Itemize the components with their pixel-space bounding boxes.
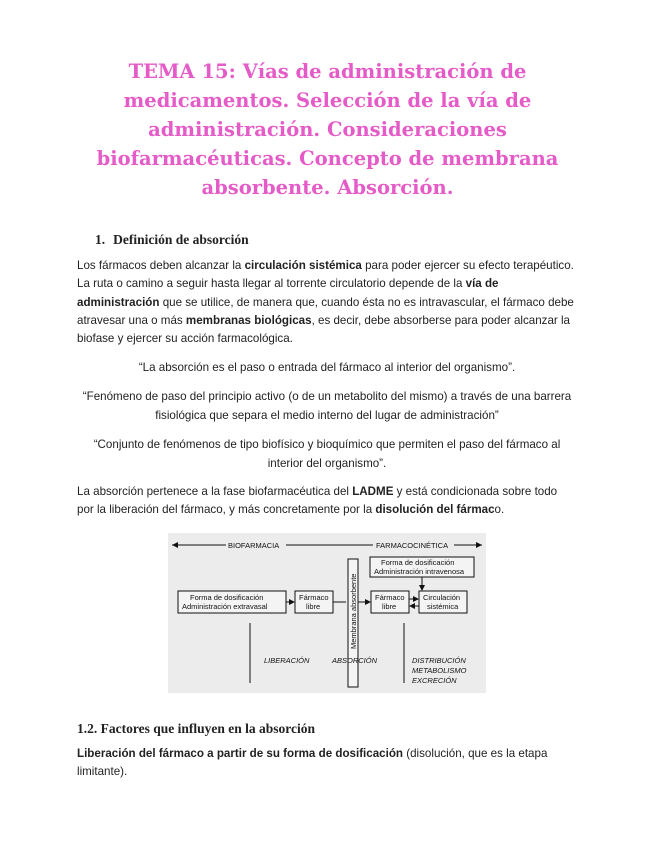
text-run: o.	[494, 503, 505, 517]
paragraph-definicion	[77, 257, 577, 348]
text-run: que se utilice, de manera que, cuando ésta no es intravascular, el fármaco debe atravesar una o más	[77, 295, 574, 327]
label-metabolismo: METABOLISMO	[412, 666, 467, 675]
paragraph-factores	[77, 745, 577, 782]
label-absorcion: ABSORCIÓN	[332, 656, 378, 665]
arrowhead	[476, 542, 482, 548]
bold-term: Liberación del fármaco a partir de su forma de dosificación	[77, 747, 404, 760]
quote-1: “La absorción es el paso o entrada del fármaco al interior del organismo”.	[138, 361, 516, 374]
text-run: Los fármacos deben alcanzar la	[77, 259, 245, 272]
quote-3: “Conjunto de fenómenos de tipo biofísico y bioquímico que permiten el paso del fármaco al interior del organismo”.	[93, 438, 561, 470]
section-number: 1.	[95, 232, 106, 247]
arrowhead	[289, 599, 295, 605]
label-distribucion: DISTRIBUCIÓN	[412, 656, 466, 665]
bold-term: circulación sistémica	[244, 259, 362, 272]
farmaco2-line1: Fármaco	[375, 593, 405, 602]
arrowhead	[419, 585, 425, 591]
iv-line1: Forma de dosificación	[381, 558, 455, 567]
forma-line1: Forma de dosificación	[190, 593, 264, 602]
farmaco1-line1: Fármaco	[299, 593, 329, 602]
arrowhead	[365, 599, 371, 605]
iv-line2: Administración intravenosa	[374, 567, 465, 576]
circ-line1: Circulación	[423, 593, 461, 602]
label-farmacocinetica: FARMACOCINÉTICA	[376, 541, 449, 550]
text-run: , es decir, debe absorberse para poder alcanzar la biofase y ejercer su acción farmacológica.	[77, 313, 571, 346]
farmaco2-line2: libre	[382, 602, 397, 611]
label-membrana: Membrana absorbente	[349, 573, 358, 649]
label-liberacion: LIBERACIÓN	[264, 656, 310, 665]
bold-term: disolución del fármac	[375, 503, 495, 517]
text-run: para poder ejercer su efecto terapéutico. La ruta o camino a seguir hasta llegar al torrente circulatorio depende de la	[77, 259, 574, 291]
arrowhead	[413, 596, 419, 602]
arrowhead	[409, 603, 415, 609]
circ-line2: sistémica	[427, 602, 459, 611]
bold-term: LADME	[352, 485, 394, 498]
label-biofarmacia: BIOFARMACIA	[228, 541, 280, 550]
bold-term: vía de administración	[77, 277, 499, 309]
quote-2: “Fenómeno de paso del principio activo (o de un metabolito del mismo) a través de una barrera fisiológica que separa el medio interno del lugar de administración”	[82, 390, 572, 422]
page-title: TEMA 15: Vías de administración de medicamentos. Selección de la vía de administración. Consideraciones biofarmacéuticas. Concepto de membrana absorbente. Absorción.	[96, 60, 559, 199]
ladme-diagram	[168, 533, 486, 693]
section-heading-definicion	[95, 232, 249, 248]
paragraph-ladme	[77, 483, 577, 520]
section-title: Definición de absorción	[113, 232, 249, 247]
label-excrecion: EXCRECIÓN	[412, 676, 457, 685]
forma-line2: Administración extravasal	[182, 602, 268, 611]
bold-term: membranas biológicas	[185, 313, 312, 327]
text-run: La absorción pertenece a la fase biofarmacéutica del	[77, 485, 353, 498]
text-run: y está condicionada sobre todo por la liberación del fármaco, y más concretamente por la	[77, 485, 558, 517]
section-heading-factores: 1.2. Factores que influyen en la absorción	[77, 721, 316, 736]
farmaco1-line2: libre	[306, 602, 321, 611]
arrowhead	[172, 542, 178, 548]
text-run: (disolución, que es la etapa limitante).	[77, 747, 548, 779]
